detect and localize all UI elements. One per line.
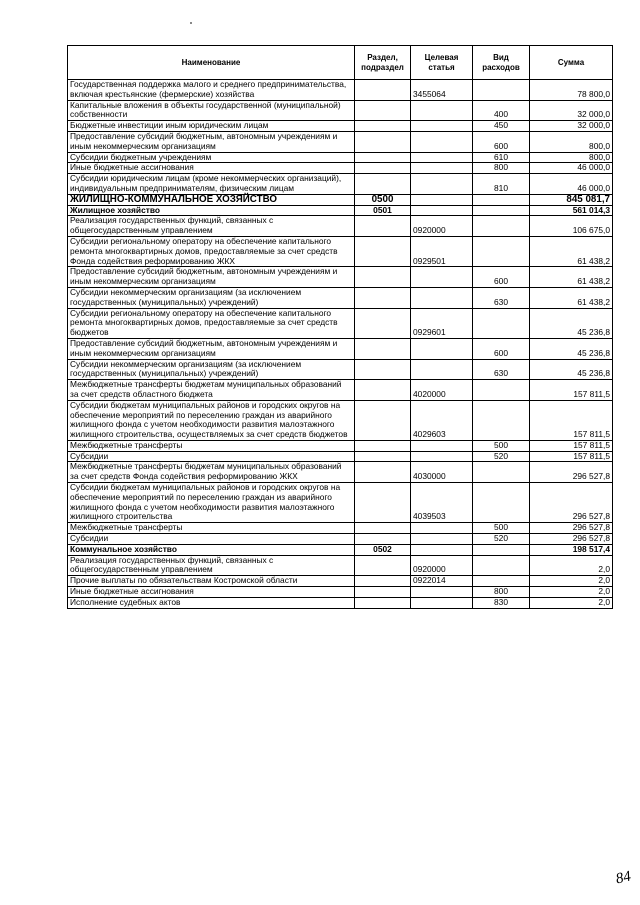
cell-article — [411, 544, 473, 555]
cell-type — [473, 380, 530, 401]
cell-section — [355, 131, 411, 152]
cell-name: Иные бюджетные ассигнования — [68, 163, 355, 174]
table-row — [68, 121, 613, 132]
cell-section — [355, 576, 411, 587]
table-row — [68, 440, 613, 451]
cell-type: 810 — [473, 174, 530, 195]
cell-type: 600 — [473, 267, 530, 288]
cell-name: Реализация государственных функций, связанных с общегосударственным управлением — [68, 216, 355, 237]
cell-name: Предоставление субсидий бюджетным, автономным учреждениям и иным некоммерческим организациям — [68, 338, 355, 359]
table-row — [68, 205, 613, 216]
header-article: Целевая статья — [411, 46, 473, 80]
cell-name: Предоставление субсидий бюджетным, автономным учреждениям и иным некоммерческим организациям — [68, 267, 355, 288]
cell-sum: 2,0 — [530, 555, 613, 576]
table-row — [68, 216, 613, 237]
cell-sum: 46 000,0 — [530, 174, 613, 195]
cell-section — [355, 121, 411, 132]
cell-name: Жилищное хозяйство — [68, 205, 355, 216]
cell-type — [473, 483, 530, 523]
header-sum: Сумма — [530, 46, 613, 80]
cell-article — [411, 523, 473, 534]
cell-sum: 157 811,5 — [530, 451, 613, 462]
cell-name: Субсидии бюджетным учреждениям — [68, 152, 355, 163]
cell-article: 4039503 — [411, 483, 473, 523]
table-row — [68, 462, 613, 483]
cell-article — [411, 174, 473, 195]
cell-name: Межбюджетные трансферты — [68, 523, 355, 534]
cell-type: 400 — [473, 100, 530, 121]
cell-sum: 157 811,5 — [530, 380, 613, 401]
cell-name: Субсидии — [68, 451, 355, 462]
cell-section — [355, 308, 411, 338]
cell-type: 630 — [473, 287, 530, 308]
header-type: Вид расходов — [473, 46, 530, 80]
cell-section — [355, 163, 411, 174]
cell-sum: 78 800,0 — [530, 80, 613, 101]
cell-article: 0920000 — [411, 555, 473, 576]
cell-type — [473, 236, 530, 266]
cell-article: 0920000 — [411, 216, 473, 237]
cell-section — [355, 359, 411, 380]
table-row — [68, 380, 613, 401]
cell-article: 4029603 — [411, 400, 473, 440]
cell-name: Субсидии региональному оператору на обеспечение капитального ремонта многоквартирных домов, предоставляемые за счет средств бюджетов — [68, 308, 355, 338]
cell-sum: 61 438,2 — [530, 236, 613, 266]
table-row — [68, 555, 613, 576]
cell-sum: 46 000,0 — [530, 163, 613, 174]
table-row — [68, 267, 613, 288]
cell-type — [473, 576, 530, 587]
cell-article: 4020000 — [411, 380, 473, 401]
cell-section — [355, 534, 411, 545]
cell-sum: 561 014,3 — [530, 205, 613, 216]
cell-section — [355, 462, 411, 483]
cell-section — [355, 523, 411, 534]
cell-section — [355, 380, 411, 401]
cell-sum: 45 236,8 — [530, 308, 613, 338]
cell-type: 500 — [473, 440, 530, 451]
cell-name: Бюджетные инвестиции иным юридическим лицам — [68, 121, 355, 132]
cell-article — [411, 267, 473, 288]
cell-article — [411, 205, 473, 216]
table-row — [68, 587, 613, 598]
cell-name: ЖИЛИЩНО-КОММУНАЛЬНОЕ ХОЗЯЙСТВО — [68, 194, 355, 205]
cell-article — [411, 100, 473, 121]
cell-article — [411, 194, 473, 205]
cell-name: Коммунальное хозяйство — [68, 544, 355, 555]
cell-article: 0922014 — [411, 576, 473, 587]
cell-sum: 845 081,7 — [530, 194, 613, 205]
cell-name: Межбюджетные трансферты бюджетам муниципальных образований за счет средств Фонда содействия реформированию ЖКХ — [68, 462, 355, 483]
cell-sum: 800,0 — [530, 152, 613, 163]
cell-name: Исполнение судебных актов — [68, 597, 355, 608]
cell-name: Субсидии некоммерческим организациям (за исключением государственных (муниципальных) учреждений) — [68, 287, 355, 308]
cell-section — [355, 236, 411, 266]
table-row — [68, 523, 613, 534]
cell-type — [473, 555, 530, 576]
cell-section — [355, 152, 411, 163]
cell-article: 3455064 — [411, 80, 473, 101]
cell-sum: 296 527,8 — [530, 523, 613, 534]
cell-section — [355, 80, 411, 101]
cell-name: Субсидии региональному оператору на обеспечение капитального ремонта многоквартирных домов, предоставляемые за счет средств Фонда содействия реформированию ЖКХ — [68, 236, 355, 266]
cell-sum: 296 527,8 — [530, 462, 613, 483]
cell-article — [411, 597, 473, 608]
cell-article — [411, 587, 473, 598]
cell-sum: 2,0 — [530, 576, 613, 587]
table-row — [68, 174, 613, 195]
cell-name: Прочие выплаты по обязательствам Костромской области — [68, 576, 355, 587]
table-row — [68, 308, 613, 338]
table-row — [68, 338, 613, 359]
cell-article — [411, 451, 473, 462]
cell-sum: 157 811,5 — [530, 440, 613, 451]
table-row — [68, 152, 613, 163]
table-row — [68, 400, 613, 440]
table-row — [68, 483, 613, 523]
cell-article: 0929601 — [411, 308, 473, 338]
cell-article: 4030000 — [411, 462, 473, 483]
cell-type — [473, 205, 530, 216]
cell-article — [411, 534, 473, 545]
cell-name: Реализация государственных функций, связанных с общегосударственным управлением — [68, 555, 355, 576]
cell-sum: 296 527,8 — [530, 534, 613, 545]
table-row — [68, 80, 613, 101]
table-row — [68, 100, 613, 121]
cell-name: Межбюджетные трансферты бюджетам муниципальных образований за счет средств областного бюджета — [68, 380, 355, 401]
cell-sum: 198 517,4 — [530, 544, 613, 555]
cell-name: Субсидии юридическим лицам (кроме некоммерческих организаций), индивидуальным предпринимателям, физическим лицам — [68, 174, 355, 195]
table-row — [68, 451, 613, 462]
cell-name: Межбюджетные трансферты — [68, 440, 355, 451]
cell-sum: 61 438,2 — [530, 287, 613, 308]
header-row — [68, 46, 613, 80]
cell-type — [473, 308, 530, 338]
cell-name: Капитальные вложения в объекты государственной (муниципальной) собственности — [68, 100, 355, 121]
cell-sum: 61 438,2 — [530, 267, 613, 288]
cell-article: 0929501 — [411, 236, 473, 266]
cell-name: Предоставление субсидий бюджетным, автономным учреждениям и иным некоммерческим организациям — [68, 131, 355, 152]
cell-type: 600 — [473, 131, 530, 152]
table-row — [68, 163, 613, 174]
cell-type: 520 — [473, 534, 530, 545]
table-row — [68, 359, 613, 380]
cell-section: 0502 — [355, 544, 411, 555]
table-row — [68, 131, 613, 152]
cell-article — [411, 163, 473, 174]
cell-section: 0500 — [355, 194, 411, 205]
cell-name: Государственная поддержка малого и среднего предпринимательства, включая крестьянские (фермерские) хозяйства — [68, 80, 355, 101]
cell-name: Субсидии бюджетам муниципальных районов и городских округов на обеспечение мероприятий по переселению граждан из аварийного жилищного фонда с учетом необходимости развития малоэтажного жилищного строительства — [68, 483, 355, 523]
header-name: Наименование — [68, 46, 355, 80]
table-body — [68, 80, 613, 609]
cell-name: Субсидии — [68, 534, 355, 545]
cell-type — [473, 544, 530, 555]
cell-sum: 45 236,8 — [530, 359, 613, 380]
table-header — [68, 46, 613, 80]
cell-section — [355, 174, 411, 195]
table-row — [68, 287, 613, 308]
cell-type: 500 — [473, 523, 530, 534]
cell-section — [355, 267, 411, 288]
cell-article — [411, 131, 473, 152]
cell-sum: 157 811,5 — [530, 400, 613, 440]
table-row — [68, 236, 613, 266]
cell-section — [355, 597, 411, 608]
cell-sum: 2,0 — [530, 597, 613, 608]
cell-section — [355, 400, 411, 440]
cell-section — [355, 451, 411, 462]
cell-sum: 2,0 — [530, 587, 613, 598]
cell-section — [355, 483, 411, 523]
cell-section — [355, 440, 411, 451]
cell-type: 630 — [473, 359, 530, 380]
cell-article — [411, 287, 473, 308]
cell-sum: 45 236,8 — [530, 338, 613, 359]
table-row — [68, 534, 613, 545]
cell-name: Субсидии некоммерческим организациям (за исключением государственных (муниципальных) учреждений) — [68, 359, 355, 380]
cell-type: 830 — [473, 597, 530, 608]
cell-section — [355, 338, 411, 359]
cell-type: 800 — [473, 163, 530, 174]
cell-section — [355, 587, 411, 598]
cell-type — [473, 216, 530, 237]
table-row — [68, 194, 613, 205]
cell-section — [355, 100, 411, 121]
cell-article — [411, 359, 473, 380]
cell-type: 520 — [473, 451, 530, 462]
cell-type: 450 — [473, 121, 530, 132]
cell-sum: 106 675,0 — [530, 216, 613, 237]
cell-type: 800 — [473, 587, 530, 598]
table-row — [68, 576, 613, 587]
cell-type — [473, 462, 530, 483]
cell-type — [473, 194, 530, 205]
cell-type: 600 — [473, 338, 530, 359]
cell-sum: 296 527,8 — [530, 483, 613, 523]
budget-table — [67, 45, 613, 609]
table-row — [68, 544, 613, 555]
cell-sum: 800,0 — [530, 131, 613, 152]
page-number: 84 — [614, 868, 633, 888]
scan-speck — [190, 22, 192, 24]
header-section: Раздел, подраздел — [355, 46, 411, 80]
cell-name: Субсидии бюджетам муниципальных районов и городских округов на обеспечение мероприятий по переселению граждан из аварийного жилищного фонда с учетом необходимости развития малоэтажного жилищного строительства, осуществляемых за счет средств бюджетов — [68, 400, 355, 440]
cell-section: 0501 — [355, 205, 411, 216]
cell-section — [355, 287, 411, 308]
cell-name: Иные бюджетные ассигнования — [68, 587, 355, 598]
cell-section — [355, 216, 411, 237]
table-row — [68, 597, 613, 608]
cell-section — [355, 555, 411, 576]
cell-article — [411, 338, 473, 359]
cell-sum: 32 000,0 — [530, 100, 613, 121]
cell-article — [411, 440, 473, 451]
cell-type — [473, 400, 530, 440]
cell-article — [411, 152, 473, 163]
cell-type: 610 — [473, 152, 530, 163]
cell-sum: 32 000,0 — [530, 121, 613, 132]
cell-type — [473, 80, 530, 101]
cell-article — [411, 121, 473, 132]
